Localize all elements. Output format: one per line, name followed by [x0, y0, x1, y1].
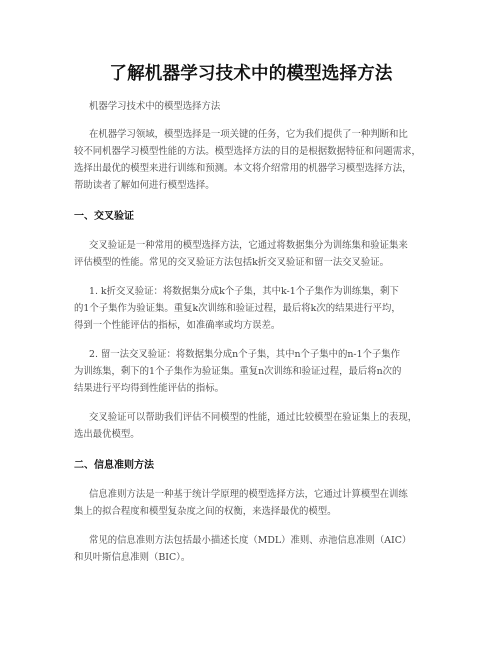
s1-p2-line-1: 交叉验证可以帮助我们评估不同模型的性能，通过比较模型在验证集上的表现，	[89, 412, 418, 423]
intro-line-2: 较不同机器学习模型性能的方法。模型选择方法的目的是根据数据特征和问题需求，	[74, 146, 421, 157]
section-heading-cross-validation: 一、交叉验证	[74, 211, 134, 222]
s1-item2-line-2: 为训练集，剩下的1个子集作为验证集。重复n次训练和验证过程，最后将n次的	[74, 366, 402, 377]
section-heading-information-criteria: 二、信息准则方法	[74, 460, 154, 471]
s2-p1-line-1: 信息准则方法是一种基于统计学原理的模型选择方法，它通过计算模型在训练	[89, 489, 408, 500]
s1-item1-line-2: 的1个子集作为验证集。重复k次训练和验证过程，最后将k次的结果进行平均，	[74, 303, 401, 314]
intro-line-4: 帮助读者了解如何进行模型选择。	[74, 180, 215, 191]
s1-p1-line-2: 评估模型的性能。常见的交叉验证方法包括k折交叉验证和留一法交叉验证。	[74, 257, 390, 268]
s1-item2-line-3: 结果进行平均得到性能评估的指标。	[74, 383, 225, 394]
document-subtitle: 机器学习技术中的模型选择方法	[89, 101, 221, 112]
s2-p2-line-2: 和贝叶斯信息准则（BIC）。	[74, 552, 191, 563]
s2-p1-line-2: 集上的拟合程度和模型复杂度之间的权衡，来选择最优的模型。	[74, 506, 337, 517]
s1-item1-line-3: 得到一个性能评估的指标，如准确率或均方误差。	[74, 320, 281, 331]
s2-p2-line-1: 常见的信息准则方法包括最小描述长度（MDL）准则、赤池信息准则（AIC）	[89, 535, 412, 546]
intro-line-1: 在机器学习领域，模型选择是一项关键的任务，它为我们提供了一种判断和比	[89, 129, 408, 140]
intro-line-3: 选择出最优的模型来进行训练和预测。本文将介绍常用的机器学习模型选择方法，	[74, 163, 412, 174]
page-title: 了解机器学习技术中的模型选择方法	[109, 64, 393, 84]
s1-item1-line-1: 1. k折交叉验证：将数据集分成k个子集，其中k-1个子集作为训练集，剩下	[89, 286, 399, 297]
s1-p2-line-2: 选出最优模型。	[74, 429, 140, 440]
s1-p1-line-1: 交叉验证是一种常用的模型选择方法，它通过将数据集分为训练集和验证集来	[89, 240, 408, 251]
s1-item2-line-1: 2. 留一法交叉验证：将数据集分成n个子集，其中n个子集中的n-1个子集作	[89, 349, 401, 360]
